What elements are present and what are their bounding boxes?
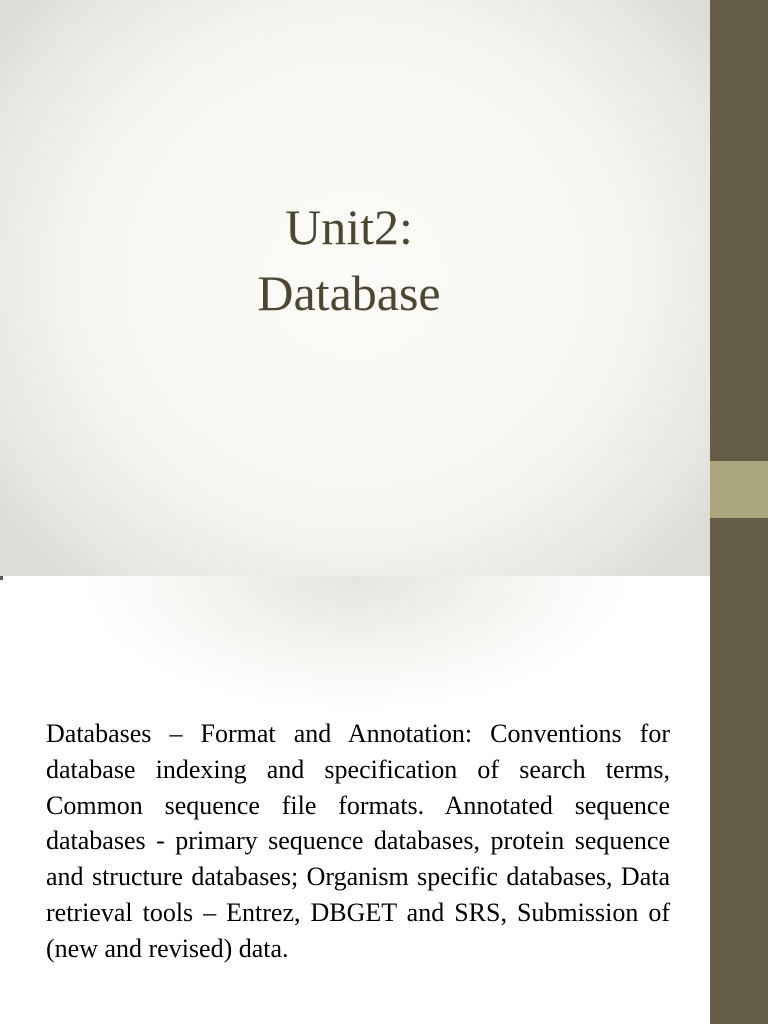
- panel-divider: [0, 576, 3, 580]
- slide-title-line-2: Database: [257, 265, 441, 321]
- slide-title-line-1: Unit2:: [285, 199, 413, 255]
- sidebar-accent-block: [710, 461, 768, 518]
- slide-body-text: Databases – Format and Annotation: Conventions for database indexing and specification of search terms, Common sequence file formats. Annotated sequence databases - primary sequence databases, protein sequence and structure databases; Organism specific databases, Data retrieval tools – Entrez, DBGET and SRS, Submission of (new and revised) data.: [46, 719, 670, 963]
